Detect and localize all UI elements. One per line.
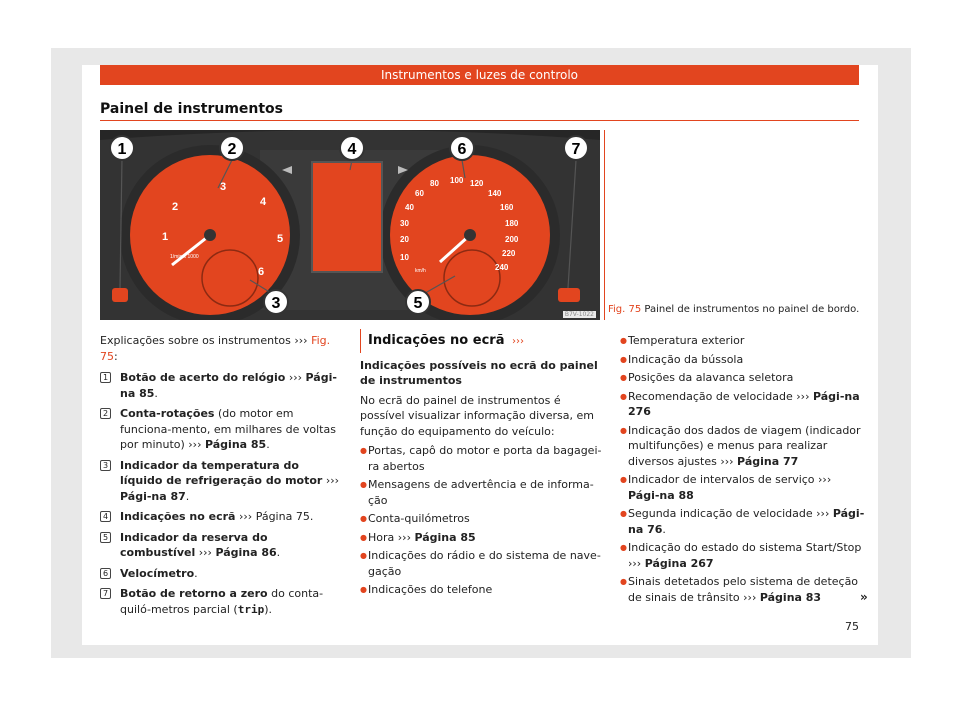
column-3: [620, 333, 865, 608]
speed-label-10: 10: [400, 253, 409, 262]
list-item: ● Indicações do telefone: [360, 582, 605, 598]
callout-1: 1: [117, 141, 127, 158]
speed-label-40: 40: [405, 203, 414, 212]
legend-ref-link[interactable]: Pági-na 87: [120, 489, 186, 503]
intro-line: Explicações sobre os instrumentos ››› Fig. 75:: [100, 334, 331, 363]
ref-arrow: ›››: [325, 474, 340, 487]
instrument-panel-illustration: [100, 130, 600, 320]
list-item: ● Mensagens de advertência e de informa-ção: [360, 477, 605, 508]
ref-arrow: ›››: [720, 454, 734, 468]
legend-number: 4: [100, 511, 111, 522]
ref-arrow: ›››: [294, 334, 308, 347]
display-subheading: Indicações possíveis no ecrã do painel de instrumentos: [360, 358, 598, 387]
speed-label-220: 220: [502, 249, 516, 258]
legend-item: 2 Conta-rotações (do motor em funciona-mento, em milhares de voltas por minuto) ››› Página 85.: [100, 406, 345, 453]
temp-gauge: [202, 250, 258, 306]
list-item: ● Segunda indicação de velocidade ››› Pági-na 76.: [620, 506, 865, 537]
section-divider: [100, 120, 859, 121]
ref-arrow: ›››: [628, 556, 642, 570]
list-item: [620, 423, 865, 470]
figure-caption: [608, 304, 859, 315]
legend-ref-link[interactable]: Pági-na 85: [120, 371, 337, 400]
tach-label-4: 4: [260, 196, 267, 208]
list-ref-link[interactable]: Página 83: [759, 590, 822, 604]
trip-reset-button: [558, 288, 580, 302]
list-item: [620, 540, 865, 571]
legend-number: 5: [100, 532, 111, 543]
instrument-panel-figure: [100, 130, 600, 320]
caption-label: Fig. 75: [608, 304, 642, 315]
speed-label-160: 160: [500, 203, 514, 212]
legend-title: Indicador da temperatura do líquido de refrigeração do motor: [120, 458, 323, 487]
speed-label-140: 140: [488, 189, 502, 198]
legend-number: 3: [100, 460, 111, 471]
list-item-text: Recomendação de velocidade: [628, 389, 793, 403]
list-ref-link[interactable]: Página 77: [737, 454, 799, 468]
list-item: ● Indicação da bússola: [620, 352, 865, 368]
ref-arrow: ›››: [743, 590, 757, 604]
column-2: [360, 333, 605, 601]
display-heading-block: [360, 333, 605, 350]
display-heading: Indicações no ecrã: [368, 333, 505, 348]
list-item-text: Hora: [368, 530, 395, 544]
legend-title: Velocímetro: [120, 566, 195, 580]
legend-title: Conta-rotações: [120, 407, 215, 420]
list-item-text: Indicação do estado do sistema Start/Stop: [628, 541, 862, 554]
list-item: ● Conta-quilómetros: [360, 511, 605, 527]
continue-mark: »: [860, 590, 868, 604]
legend-item: 5 Indicador da reserva do combustível ››› Página 86.: [100, 530, 345, 561]
list-ref-link[interactable]: Pági-na 88: [628, 488, 694, 502]
callout-6: 6: [457, 141, 467, 158]
page-number: 75: [845, 620, 859, 633]
legend-desc: (do motor em funciona-mento, em milhares de voltas por minuto): [120, 407, 336, 451]
ref-arrow: ›››: [397, 530, 411, 544]
legend-number: 7: [100, 588, 111, 599]
list-ref-link[interactable]: Pági-na 76: [628, 507, 865, 536]
speed-unit: km/h: [415, 268, 426, 274]
chapter-header: Instrumentos e luzes de controlo: [100, 65, 859, 85]
legend-item: 4 Indicações no ecrã ››› Página 75.: [100, 509, 345, 525]
ref-arrow: ›››: [816, 507, 830, 520]
speed-label-60: 60: [415, 189, 424, 198]
column-1: [100, 333, 345, 622]
ref-arrow: ›››: [818, 473, 832, 486]
legend-item: [100, 586, 345, 617]
legend-number: 2: [100, 408, 111, 419]
list-item: ● Portas, capô do motor e porta da bagagei-ra abertos: [360, 443, 605, 474]
legend-title: Indicações no ecrã: [120, 510, 236, 523]
list-item-text: Sinais detetados pelo sistema de deteção de sinais de trânsito: [628, 575, 859, 604]
list-item: [360, 530, 605, 546]
speed-label-80: 80: [430, 179, 439, 188]
callout-4: 4: [347, 141, 357, 158]
ref-arrow: ›››: [238, 510, 253, 523]
ref-arrow: ›››: [198, 546, 212, 559]
callout-3: 3: [271, 295, 281, 312]
legend-ref-link[interactable]: Página 75: [255, 510, 310, 523]
legend-desc-end: ).: [264, 602, 272, 616]
tach-unit: 1/min x 1000: [170, 254, 199, 260]
speed-label-30: 30: [400, 219, 409, 228]
trip-label: trip: [237, 602, 265, 616]
figure-code: B7V-1022: [564, 311, 594, 318]
list-item: [620, 574, 865, 605]
list-ref-link[interactable]: Página 267: [644, 556, 714, 570]
clock-button: [112, 288, 128, 302]
ref-arrow: ›››: [288, 371, 303, 384]
list-item-text: Segunda indicação de velocidade: [628, 507, 813, 520]
speed-label-200: 200: [505, 235, 519, 244]
list-item: ● Indicações do rádio e do sistema de nave-gação: [360, 548, 605, 579]
caption-text: Painel de instrumentos no painel de bordo.: [644, 304, 860, 315]
tach-label-1: 1: [162, 231, 169, 243]
tach-label-5: 5: [277, 233, 284, 245]
heading-arrow: ›››: [511, 336, 524, 347]
list-item: [620, 472, 865, 503]
legend-item: 1 Botão de acerto do relógio ››› Pági-na 85.: [100, 370, 345, 401]
section-title: Painel de instrumentos: [100, 101, 284, 117]
ref-arrow: ›››: [796, 389, 810, 403]
intro-text: Explicações sobre os instrumentos: [100, 334, 291, 347]
callout-5: 5: [413, 295, 423, 312]
list-ref-link[interactable]: Pági-na 276: [628, 389, 860, 418]
legend-item: 3 Indicador da temperatura do líquido de refrigeração do motor ››› Pági-na 87.: [100, 458, 345, 505]
speed-hub: [464, 229, 476, 241]
legend-ref-link[interactable]: Página 85: [204, 438, 267, 451]
speed-label-20: 20: [400, 235, 409, 244]
list-item: ● Posições da alavanca seletora: [620, 370, 865, 386]
list-item-text: Indicador de intervalos de serviço: [628, 473, 815, 486]
ref-arrow: ›››: [188, 438, 202, 451]
list-ref-link[interactable]: Página 85: [414, 530, 476, 544]
callout-2: 2: [227, 141, 237, 158]
speed-label-240: 240: [495, 263, 509, 272]
list-item: [620, 389, 865, 420]
callout-7: 7: [571, 141, 581, 158]
tach-label-6: 6: [258, 266, 265, 278]
legend-number: 6: [100, 568, 111, 579]
legend-desc: do conta-quiló-metros parcial (: [120, 587, 324, 616]
legend-item: 6 Velocímetro.: [100, 566, 345, 582]
caption-rule: [604, 130, 605, 320]
list-item: ● Temperatura exterior: [620, 333, 865, 349]
tach-label-2: 2: [172, 201, 179, 213]
speed-label-120: 120: [470, 179, 484, 188]
tach-label-3: 3: [220, 181, 227, 193]
legend-title: Botão de acerto do relógio: [120, 371, 286, 384]
tach-hub: [204, 229, 216, 241]
legend-number: 1: [100, 372, 111, 383]
intro-ref-link[interactable]: Fig. 75: [100, 334, 331, 363]
display-paragraph: No ecrã do painel de instrumentos é possível visualizar informação diversa, em função do equipamento do veículo:: [360, 393, 594, 438]
legend-ref-link[interactable]: Página 86: [215, 546, 277, 559]
central-display: [312, 162, 382, 272]
speed-label-100: 100: [450, 176, 464, 185]
legend-title: Botão de retorno a zero: [120, 587, 268, 600]
speed-label-180: 180: [505, 219, 519, 228]
list-item-text: Indicação dos dados de viagem (indicador multifunções) e menus para realizar diversos ajustes: [628, 423, 861, 468]
legend-title: Indicador da reserva do combustível: [120, 530, 268, 559]
